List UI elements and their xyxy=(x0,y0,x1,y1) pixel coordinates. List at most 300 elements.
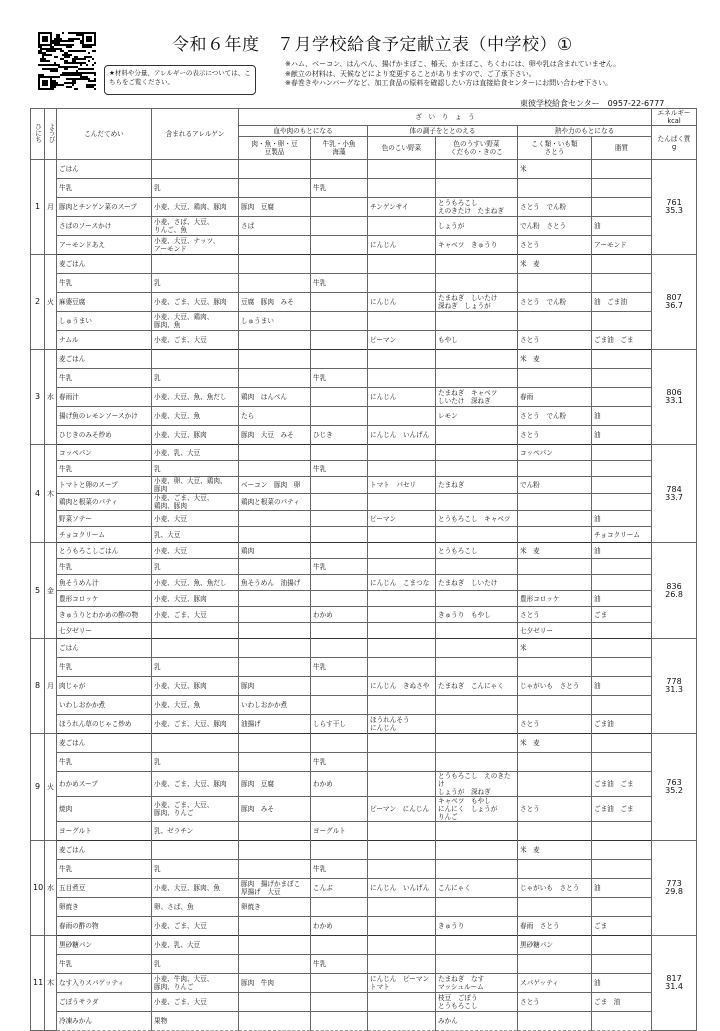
dark-veg-cell: チンゲンサイ xyxy=(368,198,436,217)
grain-cell: 黒砂糖パン xyxy=(518,936,592,955)
dish-name: いわしおかか煮 xyxy=(57,696,152,715)
light-veg-cell xyxy=(436,734,518,753)
dark-veg-cell xyxy=(368,461,436,477)
dark-veg-cell xyxy=(368,179,436,198)
nutrition-cell xyxy=(652,936,697,1031)
fat-cell xyxy=(592,658,652,677)
meat-cell: 豚肉 牛肉 xyxy=(239,974,311,993)
fat-cell: 油 xyxy=(592,407,652,426)
dish-name: 豊形コロッケ xyxy=(57,591,152,607)
fat-cell: ごま油 ごま xyxy=(592,331,652,350)
milk-cell xyxy=(311,677,368,696)
allergen-cell xyxy=(152,350,239,369)
milk-cell xyxy=(311,388,368,407)
meat-cell xyxy=(239,511,311,527)
light-veg-cell xyxy=(436,658,518,677)
energy-value: 784 xyxy=(666,484,682,494)
meat-cell xyxy=(239,841,311,860)
allergen-cell: 乳 xyxy=(152,461,239,477)
note-line: ※ハム、ベーコン、はんぺん、揚げかまぼこ、椿天、かまぼこ、ちくわには、卵や乳は含まれていません。 xyxy=(285,60,621,68)
allergen-cell xyxy=(152,623,239,639)
table-row xyxy=(31,426,697,445)
table-row xyxy=(31,179,697,198)
dark-veg-cell: ほうれんそう にんじん xyxy=(368,715,436,734)
dish-name: 麻婆豆腐 xyxy=(57,293,152,312)
table-row xyxy=(31,696,697,715)
table-row xyxy=(31,639,697,658)
allergen-cell: 乳 xyxy=(152,753,239,772)
meat-cell: 豆腐 豚肉 みそ xyxy=(239,293,311,312)
allergen-cell: 小麦、大豆、豚肉 xyxy=(152,677,239,696)
fat-cell: 油 xyxy=(592,879,652,898)
col-menu: こんだてめい xyxy=(57,109,152,160)
energy-value: 836 xyxy=(666,581,682,591)
dish-name: 卵焼き xyxy=(57,898,152,917)
fat-cell: チョコクリーム xyxy=(592,527,652,543)
dark-veg-cell: ピーマン にんじん xyxy=(368,797,436,822)
milk-cell xyxy=(311,841,368,860)
dish-name: 魚そうめん汁 xyxy=(57,575,152,591)
grain-cell xyxy=(518,461,592,477)
dark-veg-cell xyxy=(368,753,436,772)
fat-cell xyxy=(592,639,652,658)
milk-cell: 牛乳 xyxy=(311,955,368,974)
milk-cell: 牛乳 xyxy=(311,753,368,772)
meat-cell: 鶏肉 はんぺん xyxy=(239,388,311,407)
meat-cell xyxy=(239,331,311,350)
day-number: 10 xyxy=(31,841,45,936)
milk-cell: 牛乳 xyxy=(311,274,368,293)
dark-veg-cell xyxy=(368,591,436,607)
light-veg-cell xyxy=(436,639,518,658)
weekday: 火 xyxy=(45,255,57,350)
milk-cell xyxy=(311,477,368,494)
meat-cell: 油揚げ xyxy=(239,715,311,734)
table-row xyxy=(31,477,697,494)
meat-cell xyxy=(239,369,311,388)
meat-cell xyxy=(239,734,311,753)
dish-name: 豚肉とチンゲン菜のスープ xyxy=(57,198,152,217)
table-row xyxy=(31,677,697,696)
dark-veg-cell xyxy=(368,822,436,841)
light-veg-cell xyxy=(436,936,518,955)
meat-cell: さば xyxy=(239,217,311,236)
grain-cell: さとう xyxy=(518,715,592,734)
table-row xyxy=(31,217,697,236)
fat-cell xyxy=(592,936,652,955)
dark-veg-cell xyxy=(368,1012,436,1031)
protein-value: 29.8 xyxy=(665,887,683,896)
allergen-cell: 小麦、ごま、大豆 xyxy=(152,993,239,1012)
allergen-cell: 乳 xyxy=(152,658,239,677)
day-number: 8 xyxy=(31,639,45,734)
fat-cell xyxy=(592,160,652,179)
fat-cell xyxy=(592,369,652,388)
dish-name: 肉じゃが xyxy=(57,677,152,696)
group-yellow: 熱や力のもとになる xyxy=(518,126,652,137)
dish-name: さばのソースかけ xyxy=(57,217,152,236)
dark-veg-cell xyxy=(368,898,436,917)
milk-cell xyxy=(311,160,368,179)
dish-name: ナムル xyxy=(57,331,152,350)
fat-cell: アーモンド xyxy=(592,236,652,255)
allergen-cell: 小麦、ごま、大豆 xyxy=(152,331,239,350)
table-row xyxy=(31,772,697,797)
energy-value: 806 xyxy=(666,388,682,397)
dish-name: 牛乳 xyxy=(57,955,152,974)
table-row xyxy=(31,575,697,591)
table-row xyxy=(31,658,697,677)
light-veg-cell: きゅうり xyxy=(436,917,518,936)
milk-cell xyxy=(311,331,368,350)
allergen-cell: 乳 xyxy=(152,369,239,388)
meat-cell xyxy=(239,822,311,841)
table-row xyxy=(31,917,697,936)
dark-veg-cell xyxy=(368,312,436,331)
dark-veg-cell xyxy=(368,350,436,369)
light-veg-cell xyxy=(436,527,518,543)
dark-veg-cell xyxy=(368,369,436,388)
grain-cell: 米 麦 xyxy=(518,255,592,274)
nutrition-cell xyxy=(652,734,697,841)
milk-cell xyxy=(311,696,368,715)
fat-cell xyxy=(592,445,652,461)
grain-cell xyxy=(518,696,592,715)
day-number: 9 xyxy=(31,734,45,841)
dish-name: ヨーグルト xyxy=(57,822,152,841)
allergen-cell: 乳 xyxy=(152,559,239,575)
fat-cell: ごま 油 xyxy=(592,993,652,1012)
allergen-cell: 小麦、大豆、豚肉、魚 xyxy=(152,879,239,898)
fat-cell xyxy=(592,388,652,407)
nutrition-cell xyxy=(652,445,697,543)
milk-cell xyxy=(311,993,368,1012)
fat-cell xyxy=(592,198,652,217)
fat-cell xyxy=(592,841,652,860)
meat-cell xyxy=(239,860,311,879)
fat-cell xyxy=(592,255,652,274)
allergen-cell xyxy=(152,841,239,860)
nutrition-cell xyxy=(652,639,697,734)
grain-cell xyxy=(518,822,592,841)
allergen-cell: 小麦、大豆、魚、魚だし xyxy=(152,575,239,591)
dish-name: 牛乳 xyxy=(57,179,152,198)
grain-cell: 米 麦 xyxy=(518,841,592,860)
dish-name: ごはん xyxy=(57,160,152,179)
table-row xyxy=(31,312,697,331)
grain-cell: さとう でん粉 xyxy=(518,293,592,312)
grain-cell xyxy=(518,658,592,677)
dark-veg-cell: にんじん xyxy=(368,388,436,407)
milk-cell xyxy=(311,198,368,217)
dish-name: とうもろこしごはん xyxy=(57,543,152,559)
dark-veg-cell xyxy=(368,407,436,426)
table-row xyxy=(31,369,697,388)
dish-name: 牛乳 xyxy=(57,559,152,575)
light-veg-cell: たまねぎ xyxy=(436,477,518,494)
meat-cell xyxy=(239,658,311,677)
day-number: 2 xyxy=(31,255,45,350)
milk-cell xyxy=(311,591,368,607)
light-veg-cell: キャベツ もやし にんにく しょうが りんご xyxy=(436,797,518,822)
fat-cell xyxy=(592,350,652,369)
energy-value: 817 xyxy=(666,974,682,983)
allergen-cell: 小麦、ごま、大豆 xyxy=(152,917,239,936)
light-veg-cell xyxy=(436,369,518,388)
col-protein: たんぱく質 g xyxy=(652,126,697,160)
fat-cell: 油 xyxy=(592,677,652,696)
fat-cell xyxy=(592,955,652,974)
fat-cell xyxy=(592,860,652,879)
table-row xyxy=(31,407,697,426)
dark-veg-cell xyxy=(368,160,436,179)
light-veg-cell: たまねぎ なす マッシュルーム xyxy=(436,974,518,993)
milk-cell xyxy=(311,623,368,639)
energy-value: 763 xyxy=(666,778,682,787)
table-row xyxy=(31,797,697,822)
meat-cell xyxy=(239,639,311,658)
dark-veg-cell xyxy=(368,274,436,293)
grain-cell: 豊形コロッケ xyxy=(518,591,592,607)
milk-cell xyxy=(311,575,368,591)
dish-name: 野菜ソテー xyxy=(57,511,152,527)
dark-veg-cell: にんじん ピーマン トマト xyxy=(368,974,436,993)
dark-veg-cell: ピーマン xyxy=(368,511,436,527)
dark-veg-cell xyxy=(368,559,436,575)
allergen-cell xyxy=(152,160,239,179)
milk-cell xyxy=(311,936,368,955)
dark-veg-cell xyxy=(368,772,436,797)
fat-cell: 油 xyxy=(592,543,652,559)
allergen-cell xyxy=(152,734,239,753)
allergen-cell: 小麦、卵、大豆、鶏肉、 豚肉 xyxy=(152,477,239,494)
dish-name: チョコクリーム xyxy=(57,527,152,543)
dark-veg-cell xyxy=(368,658,436,677)
grain-cell: さとう xyxy=(518,607,592,623)
grain-cell xyxy=(518,559,592,575)
weekday: 火 xyxy=(45,734,57,841)
col-energy: エネルギー kcal xyxy=(652,109,697,126)
fat-cell xyxy=(592,753,652,772)
dark-veg-cell xyxy=(368,255,436,274)
table-row xyxy=(31,255,697,274)
dish-name: 牛乳 xyxy=(57,658,152,677)
dish-name: 牛乳 xyxy=(57,369,152,388)
dark-veg-cell: ピーマン xyxy=(368,331,436,350)
meat-cell: 豚肉 xyxy=(239,677,311,696)
milk-cell: 牛乳 xyxy=(311,559,368,575)
weekday: 水 xyxy=(45,350,57,445)
grain-cell: スパゲッティ xyxy=(518,974,592,993)
meat-cell xyxy=(239,236,311,255)
fat-cell xyxy=(592,494,652,511)
grain-cell xyxy=(518,494,592,511)
note-line: ※献立の材料は、天候などにより変更することがありますので、ご了承下さい。 xyxy=(285,69,536,78)
allergen-cell: 小麦、大豆、ナッツ、 アーモンド xyxy=(152,236,239,255)
weekday: 水 xyxy=(45,841,57,936)
meat-cell: 豚肉 大豆 みそ xyxy=(239,426,311,445)
dish-name: 麦ごはん xyxy=(57,841,152,860)
table-row xyxy=(31,936,697,955)
light-veg-cell: とうもろこし えのきたけ しょうが 深ねぎ xyxy=(436,772,518,797)
grain-cell xyxy=(518,312,592,331)
light-veg-cell: しょうが xyxy=(436,217,518,236)
allergen-cell xyxy=(152,639,239,658)
dish-name: 春雨の酢の物 xyxy=(57,917,152,936)
grain-cell: さとう xyxy=(518,797,592,822)
meat-cell xyxy=(239,527,311,543)
fat-cell: ごま xyxy=(592,917,652,936)
light-veg-cell xyxy=(436,696,518,715)
qr-code[interactable] xyxy=(38,32,96,90)
milk-cell xyxy=(311,797,368,822)
col-light-veg: 色のうすい野菜 くだもの・きのこ xyxy=(436,137,518,160)
light-veg-cell: とうもろこし xyxy=(436,543,518,559)
milk-cell xyxy=(311,639,368,658)
table-row xyxy=(31,879,697,898)
dark-veg-cell: にんじん xyxy=(368,236,436,255)
allergen-cell: 小麦、大豆、魚、魚だし xyxy=(152,388,239,407)
allergen-cell: 小麦、大豆、鶏肉、 豚肉、魚 xyxy=(152,312,239,331)
dark-veg-cell xyxy=(368,445,436,461)
table-row xyxy=(31,160,697,179)
protein-value: 31.3 xyxy=(665,685,683,694)
dish-name: 五目煮豆 xyxy=(57,879,152,898)
light-veg-cell xyxy=(436,494,518,511)
grain-cell xyxy=(518,369,592,388)
grain-cell xyxy=(518,772,592,797)
light-veg-cell xyxy=(436,255,518,274)
grain-cell xyxy=(518,274,592,293)
table-row xyxy=(31,543,697,559)
milk-cell xyxy=(311,312,368,331)
table-row xyxy=(31,898,697,917)
table-row xyxy=(31,715,697,734)
fat-cell xyxy=(592,461,652,477)
allergen-cell: 小麦、ごま、大豆 xyxy=(152,607,239,623)
meat-cell xyxy=(239,559,311,575)
milk-cell: 牛乳 xyxy=(311,658,368,677)
grain-cell xyxy=(518,955,592,974)
light-veg-cell: とうもろこし えのきたけ たまねぎ xyxy=(436,198,518,217)
fat-cell xyxy=(592,575,652,591)
dish-name: 鶏肉と根菜のパティ xyxy=(57,494,152,511)
dish-name: アーモンドあえ xyxy=(57,236,152,255)
milk-cell xyxy=(311,974,368,993)
allergen-cell: 小麦、ごま、大豆、豚肉 xyxy=(152,772,239,797)
grain-cell: コッペパン xyxy=(518,445,592,461)
dish-name: 春雨汁 xyxy=(57,388,152,407)
fat-cell: 油 xyxy=(592,217,652,236)
protein-value: 33.1 xyxy=(665,396,683,405)
grain-cell: 米 xyxy=(518,639,592,658)
allergen-cell: 小麦、乳、大豆 xyxy=(152,936,239,955)
dish-name: 牛乳 xyxy=(57,461,152,477)
grain-cell: さとう xyxy=(518,426,592,445)
allergen-cell: 乳 xyxy=(152,860,239,879)
energy-value: 761 xyxy=(666,198,682,207)
table-row xyxy=(31,388,697,407)
grain-cell xyxy=(518,860,592,879)
table-row xyxy=(31,822,697,841)
allergen-cell: 乳、大豆 xyxy=(152,527,239,543)
meat-cell xyxy=(239,955,311,974)
meat-cell xyxy=(239,179,311,198)
milk-cell: 牛乳 xyxy=(311,860,368,879)
table-row xyxy=(31,974,697,993)
grain-cell: さとう xyxy=(518,331,592,350)
grain-cell xyxy=(518,1012,592,1031)
allergen-cell: 小麦、大豆 xyxy=(152,511,239,527)
allergen-cell: 小麦、ごま、大豆、豚肉 xyxy=(152,293,239,312)
dish-name: しゅうまい xyxy=(57,312,152,331)
light-veg-cell xyxy=(436,955,518,974)
grain-cell: 米 xyxy=(518,160,592,179)
grain-cell xyxy=(518,575,592,591)
milk-cell xyxy=(311,898,368,917)
meat-cell: たら xyxy=(239,407,311,426)
milk-cell xyxy=(311,734,368,753)
dark-veg-cell xyxy=(368,993,436,1012)
dish-name: 七夕ゼリー xyxy=(57,623,152,639)
milk-cell: わかめ xyxy=(311,917,368,936)
dish-name: 冷凍みかん xyxy=(57,1012,152,1031)
light-veg-cell xyxy=(436,312,518,331)
dark-veg-cell: にんじん いんげん xyxy=(368,426,436,445)
allergen-cell: 小麦、大豆、豚肉 xyxy=(152,591,239,607)
light-veg-cell xyxy=(436,461,518,477)
fat-cell xyxy=(592,623,652,639)
fat-cell: ごま油 xyxy=(592,715,652,734)
dish-name: 牛乳 xyxy=(57,274,152,293)
light-veg-cell xyxy=(436,426,518,445)
center-contact: 東彼学校給食センター 0957-22-6777 xyxy=(520,99,665,108)
table-row xyxy=(31,734,697,753)
notes xyxy=(285,60,620,89)
fat-cell: 油 xyxy=(592,511,652,527)
fat-cell xyxy=(592,1012,652,1031)
table-row xyxy=(31,753,697,772)
allergen-cell: 卵、さば、魚 xyxy=(152,898,239,917)
nutrition-cell xyxy=(652,160,697,255)
weekday: 月 xyxy=(45,639,57,734)
grain-cell: じゃがいも さとう xyxy=(518,677,592,696)
nutrition-cell xyxy=(652,543,697,639)
meat-cell: 卵焼き xyxy=(239,898,311,917)
weekday: 木 xyxy=(45,445,57,543)
light-veg-cell xyxy=(436,715,518,734)
dish-name: ごぼうサラダ xyxy=(57,993,152,1012)
grain-cell: でん粉 さとう xyxy=(518,217,592,236)
light-veg-cell xyxy=(436,841,518,860)
allergen-cell: 小麦、大豆、魚 xyxy=(152,407,239,426)
dark-veg-cell xyxy=(368,543,436,559)
dark-veg-cell: にんじん xyxy=(368,293,436,312)
col-dark-veg: 色のこい野菜 xyxy=(368,137,436,160)
dark-veg-cell xyxy=(368,696,436,715)
table-row xyxy=(31,198,697,217)
light-veg-cell: とうもろこし キャベツ xyxy=(436,511,518,527)
meat-cell: 豚肉 豆腐 xyxy=(239,772,311,797)
fat-cell: ごま油 ごま xyxy=(592,772,652,797)
milk-cell xyxy=(311,511,368,527)
light-veg-cell xyxy=(436,753,518,772)
grain-cell: 春雨 さとう xyxy=(518,917,592,936)
dark-veg-cell xyxy=(368,734,436,753)
group-green: 体の調子をととのえる xyxy=(368,126,518,137)
milk-cell xyxy=(311,255,368,274)
allergen-cell: 乳 xyxy=(152,179,239,198)
